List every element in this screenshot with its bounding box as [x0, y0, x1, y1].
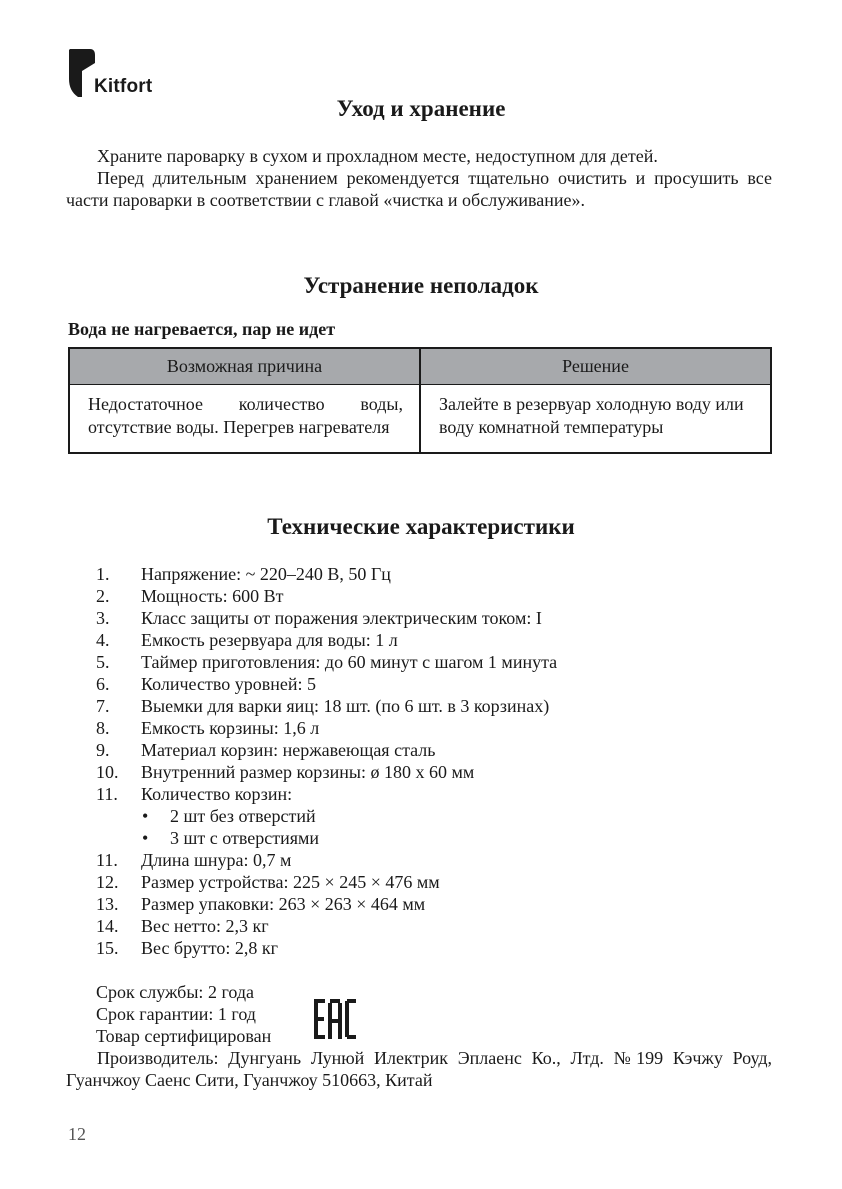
care-paragraph-1: Храните пароварку в сухом и прохладном месте, недоступном для детей. [97, 146, 658, 166]
list-item: 2. Мощность: 600 Вт [96, 586, 284, 606]
list-item: 11. Количество корзин: [96, 784, 293, 804]
kitfort-logo-icon [68, 49, 96, 99]
cell-solution [420, 385, 771, 454]
list-item: 6. Количество уровней: 5 [96, 674, 316, 694]
care-paragraph-2: Перед длительным хранением рекомендуется тщательно очистить и просушить все части пароварки в соответствии с главой «чистка и обслуживание». [66, 168, 772, 210]
list-item-bullet: • 2 шт без отверстий [142, 806, 316, 826]
list-item: 14. Вес нетто: 2,3 кг [96, 916, 269, 936]
list-item: 11. Длина шнура: 0,7 м [96, 850, 292, 870]
brand-logo [68, 49, 178, 99]
eac-certification-mark-icon [314, 999, 356, 1039]
brand-name: Kitfort [94, 76, 153, 97]
list-item: 10. Внутренний размер корзины: ø 180 х 60 мм [96, 762, 475, 782]
care-title: Уход и хранение [336, 96, 506, 121]
troubleshooting-table [68, 347, 772, 454]
list-item: 13. Размер упаковки: 263 × 263 × 464 мм [96, 894, 426, 914]
header-cause: Возможная причина [69, 348, 420, 385]
header-solution: Решение [420, 348, 771, 385]
warranty: Срок гарантии: 1 год [96, 1004, 256, 1024]
page-number: 12 [68, 1124, 86, 1144]
list-item: 1. Напряжение: ~ 220–240 В, 50 Гц [96, 564, 391, 584]
table-header-row [69, 348, 771, 385]
problem-heading: Вода не нагревается, пар не идет [68, 319, 336, 339]
specs-title: Технические характеристики [267, 514, 575, 539]
solution-text: Залейте в резервуар холодную воду или воду комнатной температуры [439, 394, 744, 437]
specs-list [96, 563, 557, 959]
list-item: 3. Класс защиты от поражения электрическим током: I [96, 608, 542, 628]
cell-cause [69, 385, 420, 454]
list-item-bullet: • 3 шт с отверстиями [142, 828, 320, 848]
manufacturer: Производитель: Дунгуань Лунюй Илектрик Эплаенс Ко., Лтд. №199 Кэчжу Роуд, Гуанчжоу Саенс Сити, Гуанчжоу 510663, Китай [66, 1048, 772, 1090]
list-item: 8. Емкость корзины: 1,6 л [96, 718, 320, 738]
certified: Товар сертифицирован [96, 1026, 272, 1046]
list-item: 5. Таймер приготовления: до 60 минут с шагом 1 минута [96, 652, 558, 672]
cause-text: Недостаточное количество воды, отсутствие воды. Перегрев нагревателя [88, 394, 403, 437]
list-item: 9. Материал корзин: нержавеющая сталь [96, 740, 436, 760]
service-life: Срок службы: 2 года [96, 982, 255, 1002]
list-item: 4. Емкость резервуара для воды: 1 л [96, 630, 398, 650]
list-item: 7. Выемки для варки яиц: 18 шт. (по 6 шт. в 3 корзинах) [96, 696, 550, 716]
table-row [69, 385, 771, 454]
troubleshooting-title: Устранение неполадок [303, 273, 539, 298]
list-item: 15. Вес брутто: 2,8 кг [96, 938, 278, 958]
list-item: 12. Размер устройства: 225 × 245 × 476 мм [96, 872, 440, 892]
